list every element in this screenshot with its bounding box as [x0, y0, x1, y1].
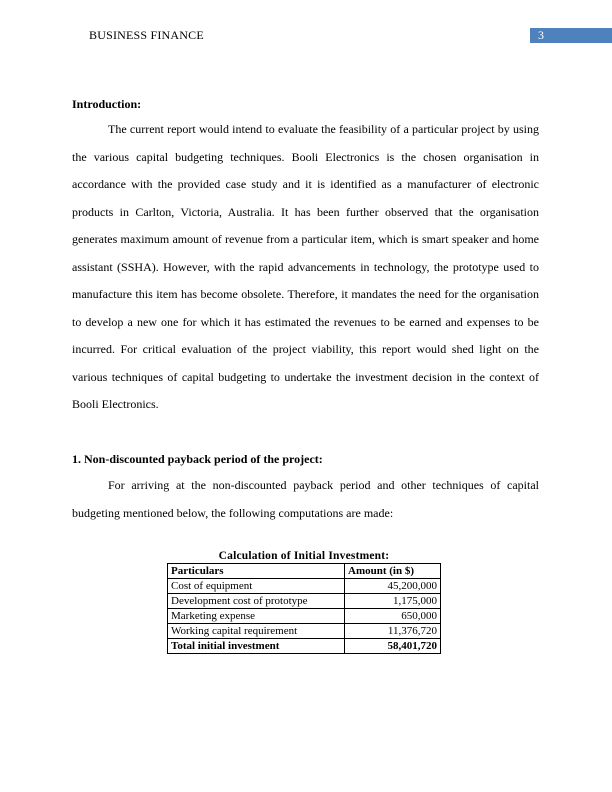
- intro-paragraph: The current report would intend to evaluate the feasibility of a particular project by using the various capital budgeting techniques. Booli Electronics is the chosen organisation in accordance with the provided case study and it is identified as a manufacturer of electronic products in Carlton, Victoria, Australia. It has been further observed that the organisation generates maximum amount of revenue from a particular item, which is smart speaker and home assistant (SSHA). However, with the rapid advancements in technology, the prototype used to manufacture this item has become obsolete. Therefore, it mandates the need for the organisation to develop a new one for which it has estimated the revenues to be earned and expenses to be incurred. For critical evaluation of the project viability, this report would shed light on the various techniques of capital budgeting to undertake the investment decision in the context of Booli Electronics.: [72, 122, 539, 411]
- table-row: [168, 609, 441, 624]
- row-label: Cost of equipment: [168, 579, 345, 594]
- table-caption: Calculation of Initial Investment:: [218, 550, 390, 562]
- row-label: Marketing expense: [168, 609, 345, 624]
- total-amount: 58,401,720: [345, 639, 441, 654]
- table-total-row: [168, 639, 441, 654]
- section1-heading: 1. Non-discounted payback period of the project:: [72, 452, 323, 466]
- initial-investment-table: [167, 563, 441, 654]
- table-row: [168, 594, 441, 609]
- row-amount: 45,200,000: [345, 579, 441, 594]
- section1-paragraph: For arriving at the non-discounted payback period and other techniques of capital budgeting mentioned below, the following computations are made:: [72, 478, 539, 520]
- table-header-row: [168, 564, 441, 579]
- initial-investment-table-block: [167, 550, 441, 654]
- row-amount: 650,000: [345, 609, 441, 624]
- row-label: Development cost of prototype: [168, 594, 345, 609]
- total-label: Total initial investment: [168, 639, 345, 654]
- row-label: Working capital requirement: [168, 624, 345, 639]
- page-number: 3: [530, 28, 612, 43]
- running-header: BUSINESS FINANCE: [89, 28, 204, 42]
- intro-heading: Introduction:: [72, 97, 142, 111]
- row-amount: 1,175,000: [345, 594, 441, 609]
- header-particulars: Particulars: [168, 564, 345, 579]
- row-amount: 11,376,720: [345, 624, 441, 639]
- table-row: [168, 579, 441, 594]
- table-row: [168, 624, 441, 639]
- header-amount: Amount (in $): [345, 564, 441, 579]
